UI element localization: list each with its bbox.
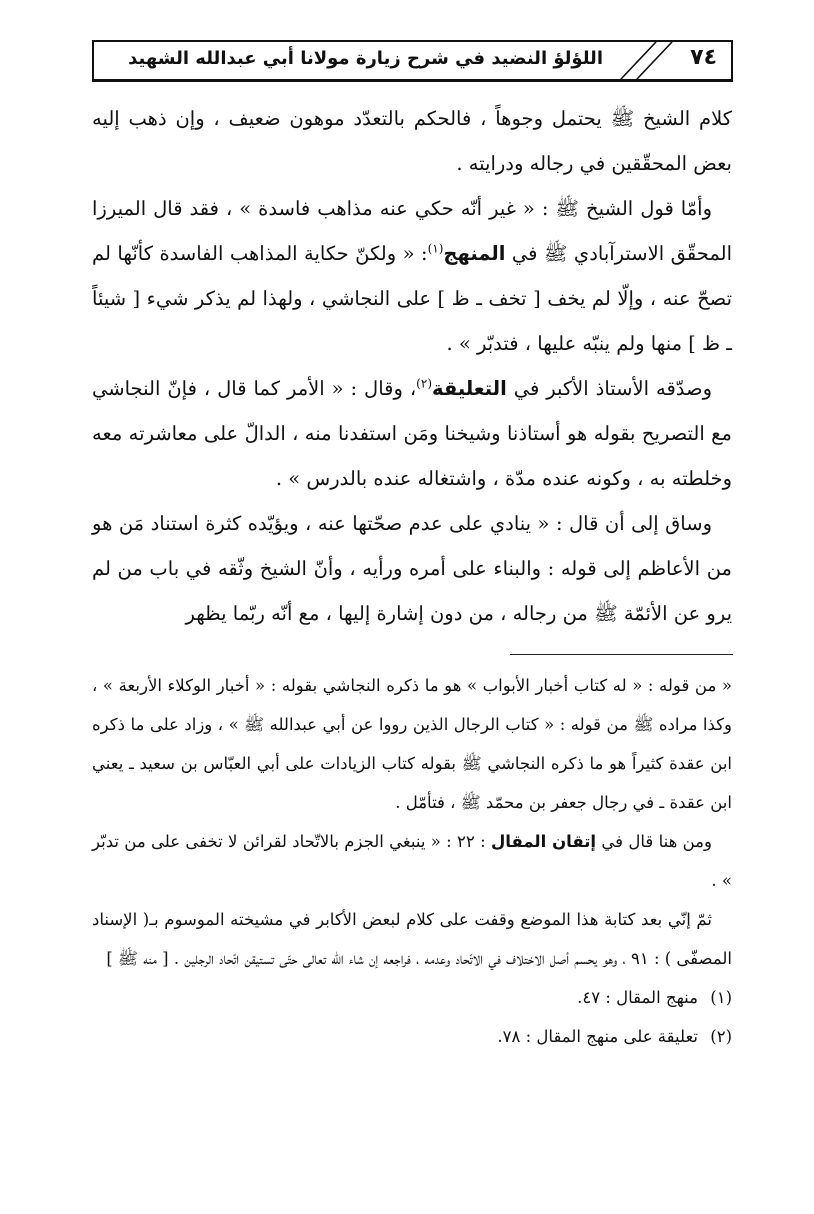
- paragraph-2: وأمّا قول الشيخ ﷺ : « غير أنّه حكي عنه مذاهب فاسدة » ، فقد قال الميرزا المحقّق الاسترآبادي ﷺ في المنهج$^{(١)}$: « ولكنّ حكاية المذاهب الفاسدة كأنّها لم تصحّ عنه ، وإلّا لم يخف [ تخف ـ ظ ] على النجاشي ، ولهذا لم يذكر شيء [ شيئاً ـ ظ ] منها ولم ينبّه عليها ، فتدبّر » .: [92, 197, 733, 355]
- paragraph-1: كلام الشيخ ﷺ يحتمل وجوهاً ، فالحكم بالتعدّد موهون ضعيف ، وإن ذهب إليه بعض المحقّقين في رجاله ودرايته .: [92, 107, 732, 175]
- book-ref-itqan: إتقان المقال: [490, 832, 597, 851]
- footnote-1-text: منهج المقال : ٤٧.: [577, 988, 698, 1007]
- book-ref-manhaj: المنهج: [443, 242, 506, 265]
- paragraph-4: وساق إلى أن قال : « ينادي على عدم صحّتها عنه ، ويؤيّده كثرة استناد مَن هو من الأعاظم إلى قوله : والبناء على أمره ورأيه ، وأنّ الشيخ وثّقه في باب من لم يرو عن الأئمّة ﷺ من رجاله ، من دون إشارة إليها ، مع أنّه ربّما يظهر: [92, 512, 732, 625]
- page-number: ٧٤: [690, 45, 717, 70]
- note-itqan: ومن هنا قال في إتقان المقال : ٢٢ : « ينبغي الجزم بالاتّحاد لقرائن لا تخفى على من تدبّر » .: [92, 832, 732, 890]
- footnote-ref-2[interactable]: (٢): [416, 376, 432, 391]
- footnote-2-text: تعليقة على منهج المقال : ٧٨.: [497, 1027, 698, 1046]
- note-isnad: ثمّ إنّي بعد كتابة هذا الموضع وقفت على كلام لبعض الأكابر في مشيخته الموسوم بـ( الإسناد المصفّى ) : ٩١ ، وهو يحسم أصل الاختلاف في الاتّحاد وعدمه ، فراجعه إن شاء الله تعالى حتّى تستيقن اتّحاد الرجلين . [ منه ﷺ ]: [92, 910, 732, 968]
- note-continuation: « من قوله : « له كتاب أخبار الأبواب » هو ما ذكره النجاشي بقوله : « أخبار الوكلاء الأربعة » ، وكذا مراده ﷺ من قوله : « كتاب الرجال الذين رووا عن أبي عبدالله ﷺ » ، وزاد على ما ذكره ابن عقدة كثيراً هو ما ذكره النجاشي ﷺ بقوله كتاب الزيادات على أبي العبّاس بن سعيد ـ يعني ابن عقدة ـ في رجال جعفر بن محمّد ﷺ ، فتأمّل .: [92, 676, 732, 812]
- footnote-2: [92, 1017, 732, 1056]
- footnote-1: [92, 978, 732, 1017]
- footnote-1-number: (١): [710, 988, 732, 1007]
- book-title: اللؤلؤ النضيد في شرح زيارة مولانا أبي عبدالله الشهيد: [128, 48, 603, 69]
- footnote-ref-1[interactable]: (١): [427, 241, 444, 256]
- footnote-separator: [510, 654, 733, 655]
- footnotes: [92, 666, 732, 1056]
- paragraph-3: وصدّقه الأستاذ الأكبر في التعليقة$^{(٢)}$، وقال : « الأمر كما قال ، فإنّ النجاشي مع التصريح بقوله هو أستاذنا وشيخنا ومَن استفدنا منه ، الدالّ على معاشرته معه وخلطته به ، وكونه عنده مدّة ، واشتغاله عنده بالدرس » .: [92, 376, 732, 490]
- main-text: [92, 96, 732, 636]
- running-header: [92, 40, 733, 82]
- footnote-2-number: (٢): [710, 1027, 732, 1046]
- book-ref-taliqa: التعليقة: [432, 377, 507, 400]
